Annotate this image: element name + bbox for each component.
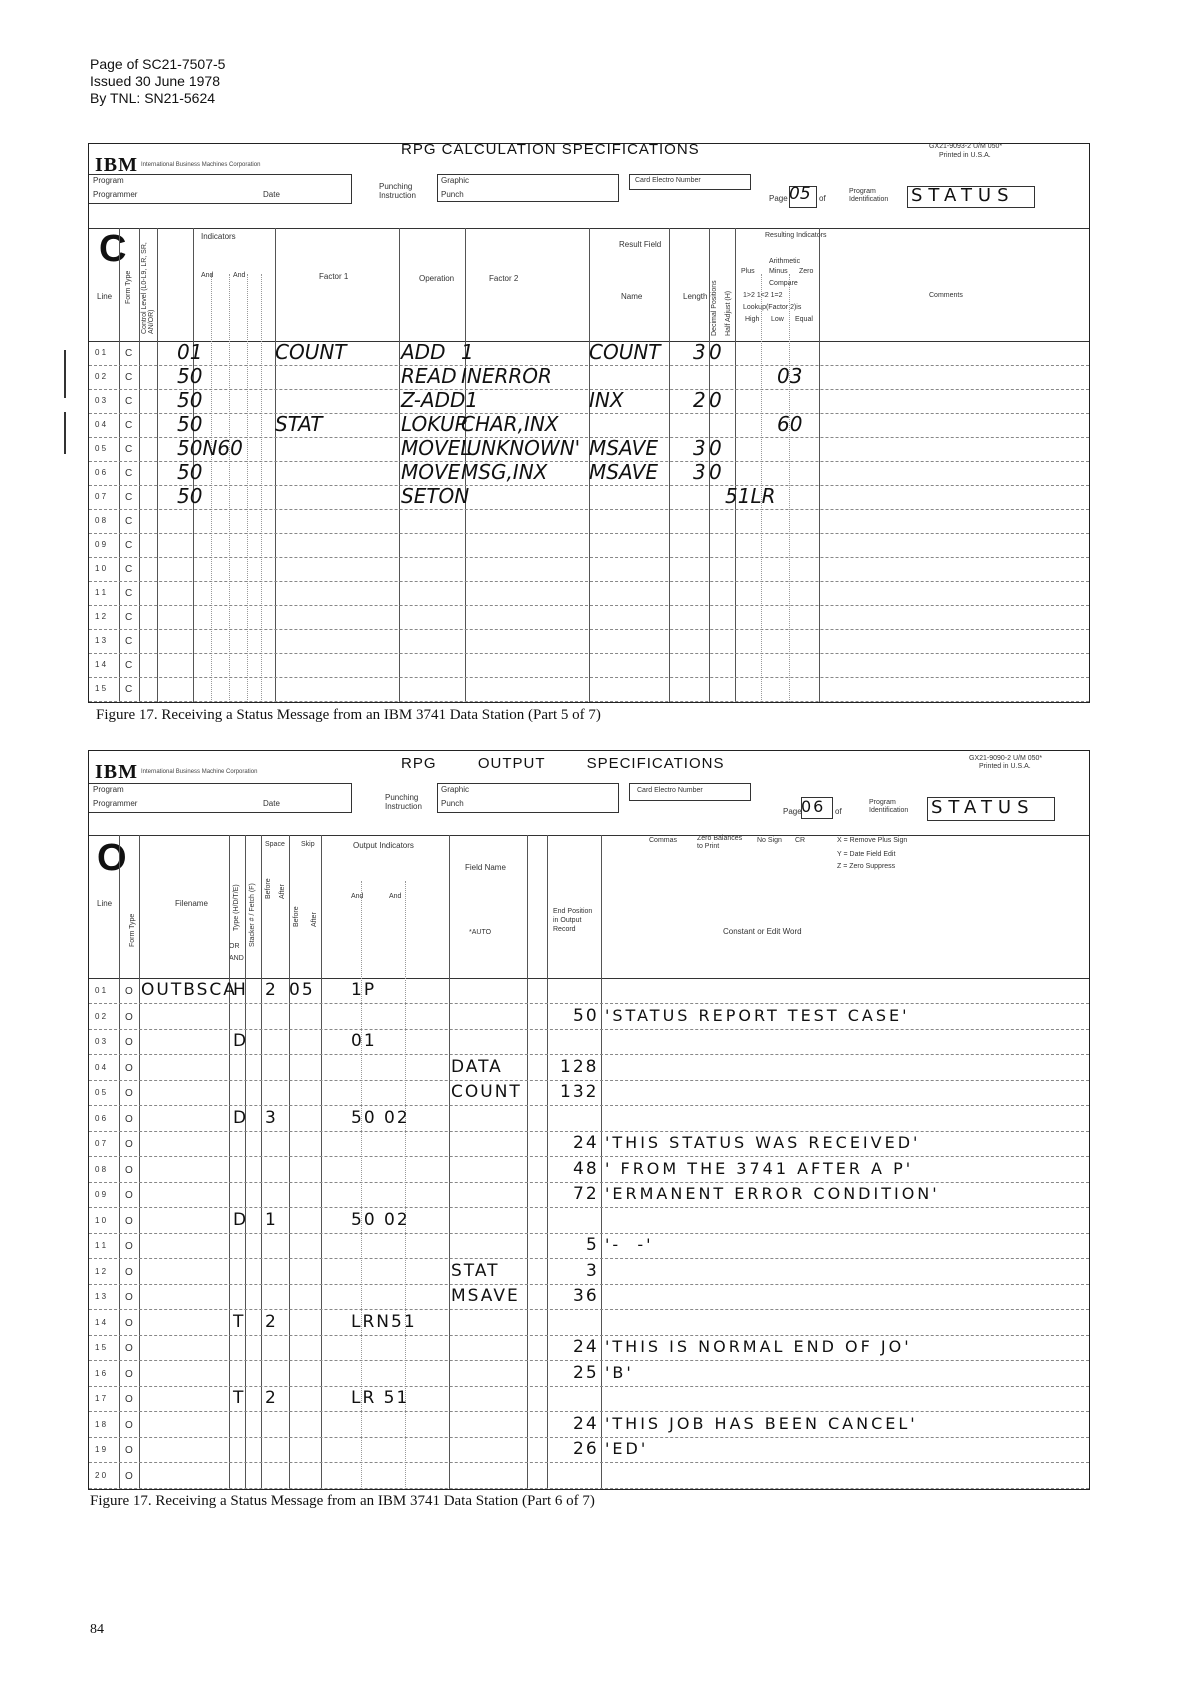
line-number: 1 4 xyxy=(95,1318,107,1327)
header-line-3: By TNL: SN21-5624 xyxy=(90,90,216,106)
form-type: O xyxy=(125,1445,133,1456)
calc-factor2: MSG,INX xyxy=(461,460,548,484)
row-divider xyxy=(89,1360,1089,1361)
line-number: 0 5 xyxy=(95,1088,107,1097)
line-number: 1 5 xyxy=(95,684,107,693)
row-divider xyxy=(89,1411,1089,1412)
graphic-label: Graphic xyxy=(441,785,470,794)
form-type: O xyxy=(125,1190,133,1201)
col-control-level: Control Level (L0-L9, LR, SR, AN/OR) xyxy=(141,242,155,334)
col-lookup: Lookup(Factor 2)is xyxy=(743,304,802,311)
calc-decimal: 0 xyxy=(709,388,722,412)
out-constant: 'THIS IS NORMAL END OF JO' xyxy=(605,1337,912,1356)
calc-indicator: 50 xyxy=(177,364,203,388)
line-number: 0 2 xyxy=(95,372,107,381)
calc-indicator: 50 xyxy=(177,412,203,436)
line-number: 1 8 xyxy=(95,1420,107,1429)
out-end-position: 25 xyxy=(573,1363,599,1383)
form-type: C xyxy=(125,444,133,455)
row-divider xyxy=(89,677,1089,678)
out-end-position: 5 xyxy=(586,1235,599,1255)
date-label: Date xyxy=(263,799,280,808)
form-type: C xyxy=(125,564,133,575)
line-number: 1 3 xyxy=(95,636,107,645)
ibm-logo-subtitle: International Business Machine Corporation xyxy=(141,769,258,775)
row-divider xyxy=(89,1233,1089,1234)
program-label: Program xyxy=(93,785,124,794)
col-and-2: And xyxy=(233,272,246,279)
program-id: STATUS xyxy=(931,797,1035,818)
line-number: 0 6 xyxy=(95,468,107,477)
line-number: 1 0 xyxy=(95,1216,107,1225)
col-z-legend: Z = Zero Suppress xyxy=(837,863,896,870)
form-type: O xyxy=(125,1241,133,1252)
out-end-position: 132 xyxy=(560,1082,599,1102)
out-field-name: COUNT xyxy=(451,1082,522,1102)
form-type: C xyxy=(125,684,133,695)
out-end-position: 3 xyxy=(586,1261,599,1281)
calc-operation: MOVE xyxy=(401,460,461,484)
line-number: 0 5 xyxy=(95,444,107,453)
out-type: H xyxy=(233,980,248,1000)
col-after-skip: After xyxy=(311,912,318,927)
col-name: Name xyxy=(621,292,643,301)
date-label: Date xyxy=(263,190,280,199)
form-type: O xyxy=(125,1165,133,1176)
row-divider xyxy=(89,701,1089,702)
col-and-1: And xyxy=(201,272,214,279)
col-commas: Commas xyxy=(649,837,678,844)
out-indicators: LR 51 xyxy=(351,1388,410,1408)
row-divider xyxy=(89,1105,1089,1106)
out-field-name: STAT xyxy=(451,1261,500,1281)
line-number: 1 7 xyxy=(95,1394,107,1403)
line-number: 0 2 xyxy=(95,1012,107,1021)
line-number: 1 4 xyxy=(95,660,107,669)
calc-indicator: 50N60 xyxy=(177,436,243,460)
form-type: C xyxy=(125,612,133,623)
form-type: C xyxy=(125,420,133,431)
col-output-indicators: Output Indicators xyxy=(353,841,414,850)
calc-decimal: 0 xyxy=(709,460,722,484)
change-bar xyxy=(64,350,66,398)
form-type: O xyxy=(125,1394,133,1405)
form-type: O xyxy=(125,1420,133,1431)
form-type: O xyxy=(125,1114,133,1125)
programmer-label: Programmer xyxy=(93,190,138,199)
out-space: 2 xyxy=(265,980,278,1000)
out-space: 3 xyxy=(265,1108,278,1128)
out-type: D xyxy=(233,1210,249,1230)
out-indicators: LRN51 xyxy=(351,1312,417,1332)
form-type: O xyxy=(125,1088,133,1099)
row-divider xyxy=(89,1309,1089,1310)
calc-operation: ADD xyxy=(401,340,446,364)
program-id-label: Program Identification xyxy=(849,188,889,203)
col-minus: Minus xyxy=(769,268,788,275)
row-divider xyxy=(89,1003,1089,1004)
line-number: 1 2 xyxy=(95,612,107,621)
form-type: O xyxy=(125,1063,133,1074)
form-type: O xyxy=(125,1139,133,1150)
col-comments: Comments xyxy=(929,292,963,299)
ibm-logo-subtitle: International Business Machines Corporation xyxy=(141,162,261,168)
line-number: 1 0 xyxy=(95,564,107,573)
line-number: 1 6 xyxy=(95,1369,107,1378)
row-divider xyxy=(89,365,1089,366)
col-auto: *AUTO xyxy=(469,929,492,936)
col-and-2: And xyxy=(389,893,402,900)
change-bar xyxy=(64,412,66,454)
form-type: C xyxy=(125,372,133,383)
program-box xyxy=(89,783,352,813)
line-number: 0 9 xyxy=(95,540,107,549)
calc-length: 3 xyxy=(693,436,706,460)
or-label: OR xyxy=(229,943,240,950)
col-zero: Zero xyxy=(799,268,814,275)
col-filename: Filename xyxy=(175,899,208,908)
out-end-position: 24 xyxy=(573,1133,599,1153)
form-type: O xyxy=(125,1012,133,1023)
row-divider xyxy=(89,533,1089,534)
header-line-2: Issued 30 June 1978 xyxy=(90,73,220,89)
col-high: High xyxy=(745,316,760,323)
page-value: 05 xyxy=(789,184,811,204)
col-before-space: Before xyxy=(265,878,272,899)
row-divider xyxy=(89,629,1089,630)
col-decimal-positions: Decimal Positions xyxy=(711,280,718,336)
row-divider xyxy=(89,1258,1089,1259)
calc-indicator: 50 xyxy=(177,388,203,412)
out-constant: 'ERMANENT ERROR CONDITION' xyxy=(605,1184,940,1203)
col-half-adjust: Half Adjust (H) xyxy=(725,290,732,336)
row-divider xyxy=(89,1207,1089,1208)
row-divider xyxy=(89,1054,1089,1055)
line-number: 2 0 xyxy=(95,1471,107,1480)
graphic-label: Graphic xyxy=(441,176,470,185)
out-end-position: 72 xyxy=(573,1184,599,1204)
form-type: O xyxy=(125,1216,133,1227)
col-constant-edit-word: Constant or Edit Word xyxy=(723,927,802,936)
out-constant: ' FROM THE 3741 AFTER A P' xyxy=(605,1159,914,1178)
col-cr: CR xyxy=(795,837,806,844)
out-constant: 'B' xyxy=(605,1363,634,1382)
calc-indicator: 50 xyxy=(177,460,203,484)
col-result-field: Result Field xyxy=(619,240,662,249)
card-electro-label: Card Electro Number xyxy=(637,787,703,794)
out-constant: 'THIS JOB HAS BEEN CANCEL' xyxy=(605,1414,918,1433)
form-number: GX21-9090-2 U/M 050* xyxy=(969,755,1043,762)
page-header xyxy=(90,56,225,107)
row-divider xyxy=(89,1080,1089,1081)
line-number: 0 1 xyxy=(95,986,107,995)
line-number: 1 2 xyxy=(95,1267,107,1276)
col-x-legend: X = Remove Plus Sign xyxy=(837,837,908,844)
col-after-space: After xyxy=(279,884,286,899)
of-label: of xyxy=(819,194,826,203)
row-divider xyxy=(89,1488,1089,1489)
calc-length: 3 xyxy=(693,460,706,484)
punch-label: Punch xyxy=(441,190,464,199)
calc-result-name: INX xyxy=(589,388,624,412)
line-number: 1 1 xyxy=(95,588,107,597)
form-type: O xyxy=(125,1471,133,1482)
out-type: T xyxy=(233,1312,246,1332)
out-end-position: 36 xyxy=(573,1286,599,1306)
row-divider xyxy=(89,1462,1089,1463)
header-line-1: Page of SC21-7507-5 xyxy=(90,56,226,72)
line-number: 0 9 xyxy=(95,1190,107,1199)
calc-factor2: CHAR,INX xyxy=(461,412,559,436)
out-indicators: 50 02 xyxy=(351,1108,410,1128)
form-title: RPG OUTPUT SPECIFICATIONS xyxy=(401,755,725,772)
out-constant: 'ED' xyxy=(605,1439,649,1458)
col-length: Length xyxy=(683,292,708,301)
form-type: C xyxy=(125,348,133,359)
form-printed: Printed in U.S.A. xyxy=(939,152,991,159)
out-end-position: 24 xyxy=(573,1337,599,1357)
row-divider xyxy=(89,1182,1089,1183)
out-field-name: MSAVE xyxy=(451,1286,520,1306)
row-divider xyxy=(89,581,1089,582)
col-equal: Equal xyxy=(795,316,813,323)
line-number: 0 7 xyxy=(95,492,107,501)
calc-result-name: MSAVE xyxy=(589,436,658,460)
form-type: C xyxy=(125,588,133,599)
calc-decimal: 0 xyxy=(709,436,722,460)
col-indicators: Indicators xyxy=(201,232,236,241)
calc-length: 3 xyxy=(693,340,706,364)
calc-operation: READ xyxy=(401,364,457,388)
out-end-position: 24 xyxy=(573,1414,599,1434)
row-divider xyxy=(89,485,1089,486)
form-type: O xyxy=(125,1292,133,1303)
row-divider xyxy=(89,1386,1089,1387)
page-value: 06 xyxy=(801,797,826,816)
col-compare: Compare xyxy=(769,280,798,287)
page-label: Page xyxy=(783,807,802,816)
line-number: 0 8 xyxy=(95,1165,107,1174)
col-resulting-indicators: Resulting Indicators xyxy=(765,232,827,239)
punch-label: Punch xyxy=(441,799,464,808)
program-box xyxy=(89,174,352,204)
row-divider xyxy=(89,653,1089,654)
punching-instruction-label: Punching Instruction xyxy=(379,182,416,200)
out-filename: OUTBSCA xyxy=(141,980,237,1000)
out-indicators: 01 xyxy=(351,1031,377,1051)
col-y-legend: Y = Date Field Edit xyxy=(837,851,896,858)
row-divider xyxy=(89,1131,1089,1132)
out-skip: 05 xyxy=(289,980,315,1000)
line-number: 1 9 xyxy=(95,1445,107,1454)
spec-letter: O xyxy=(97,837,127,879)
row-divider xyxy=(89,605,1089,606)
form-title: RPG CALCULATION SPECIFICATIONS xyxy=(401,141,700,158)
line-number: 1 5 xyxy=(95,1343,107,1352)
form-type: C xyxy=(125,516,133,527)
calc-operation: Z-ADD1 xyxy=(401,388,479,412)
ibm-logo: IBM xyxy=(95,761,138,783)
form-type: O xyxy=(125,1267,133,1278)
col-form-type: Form Type xyxy=(125,270,132,304)
col-end-position: End Position in Output Record xyxy=(553,908,593,933)
form-type: C xyxy=(125,636,133,647)
out-space: 2 xyxy=(265,1388,278,1408)
calc-resulting-indicator: 60 xyxy=(777,412,803,436)
row-divider xyxy=(89,1335,1089,1336)
page-number: 84 xyxy=(90,1622,104,1637)
form-printed: Printed in U.S.A. xyxy=(979,763,1031,770)
col-line: Line xyxy=(97,899,113,908)
program-label: Program xyxy=(93,176,124,185)
line-number: 0 6 xyxy=(95,1114,107,1123)
form-type: C xyxy=(125,660,133,671)
page-label: Page xyxy=(769,194,788,203)
line-number: 0 8 xyxy=(95,516,107,525)
calc-factor2: 'UNKNOWN' xyxy=(461,436,581,460)
row-divider xyxy=(89,1156,1089,1157)
punching-instruction-label: Punching Instruction xyxy=(385,793,422,811)
calc-indicator: 50 xyxy=(177,484,203,508)
col-space: Space xyxy=(265,841,285,848)
col-type: Type (H/D/T/E) xyxy=(233,884,240,931)
line-number: 0 4 xyxy=(95,420,107,429)
out-type: D xyxy=(233,1108,249,1128)
figure-caption-part5: Figure 17. Receiving a Status Message from an IBM 3741 Data Station (Part 5 of 7) xyxy=(96,707,601,723)
figure-caption-part6: Figure 17. Receiving a Status Message from an IBM 3741 Data Station (Part 6 of 7) xyxy=(90,1493,595,1509)
row-divider xyxy=(89,1284,1089,1285)
col-before-skip: Before xyxy=(293,906,300,927)
out-field-name: DATA xyxy=(451,1057,503,1077)
line-number: 1 1 xyxy=(95,1241,107,1250)
output-specifications-form xyxy=(88,750,1090,1490)
out-type: T xyxy=(233,1388,246,1408)
out-end-position: 26 xyxy=(573,1439,599,1459)
col-field-name: Field Name xyxy=(465,863,506,872)
of-label: of xyxy=(835,807,842,816)
col-skip: Skip xyxy=(301,841,315,848)
out-indicators: 50 02 xyxy=(351,1210,410,1230)
program-id-label: Program Identification xyxy=(869,799,909,814)
programmer-label: Programmer xyxy=(93,799,138,808)
col-line: Line xyxy=(97,292,113,301)
calc-result-name: COUNT xyxy=(589,340,661,364)
form-number: GX21-9093-2 U/M 050* xyxy=(929,143,1003,150)
out-type: D xyxy=(233,1031,249,1051)
form-type: C xyxy=(125,396,133,407)
col-compare-values: 1>2 1<2 1=2 xyxy=(743,292,783,299)
out-space: 2 xyxy=(265,1312,278,1332)
calc-factor2: 1 xyxy=(461,340,474,364)
out-end-position: 50 xyxy=(573,1006,599,1026)
col-plus: Plus xyxy=(741,268,755,275)
row-divider xyxy=(89,509,1089,510)
line-number: 0 1 xyxy=(95,348,107,357)
form-type: C xyxy=(125,468,133,479)
line-number: 0 3 xyxy=(95,1037,107,1046)
col-and-1: And xyxy=(351,893,364,900)
calc-resulting-indicator: 03 xyxy=(777,364,803,388)
out-end-position: 128 xyxy=(560,1057,599,1077)
form-type: O xyxy=(125,1343,133,1354)
calc-factor1: COUNT xyxy=(275,340,347,364)
calc-operation: LOKUP xyxy=(401,412,467,436)
form-type: O xyxy=(125,986,133,997)
form-type: O xyxy=(125,1037,133,1048)
out-constant: '- -' xyxy=(605,1235,654,1254)
col-operation: Operation xyxy=(419,274,455,283)
form-type: O xyxy=(125,1318,133,1329)
calc-length: 2 xyxy=(693,388,706,412)
calc-resulting-indicator: 51LR xyxy=(725,484,776,508)
calc-indicator: 01 xyxy=(177,340,203,364)
out-constant: 'THIS STATUS WAS RECEIVED' xyxy=(605,1133,921,1152)
col-no-sign: No Sign xyxy=(757,837,782,844)
col-factor2: Factor 2 xyxy=(489,274,519,283)
spec-letter: C xyxy=(99,228,127,270)
calculation-specifications-form xyxy=(88,143,1090,703)
col-factor1: Factor 1 xyxy=(319,272,349,281)
col-form-type: Form Type xyxy=(129,913,136,947)
calc-result-name: MSAVE xyxy=(589,460,658,484)
form-type: C xyxy=(125,492,133,503)
calc-factor1: STAT xyxy=(275,412,323,436)
col-arithmetic: Arithmetic xyxy=(769,258,801,265)
ibm-logo: IBM xyxy=(95,154,138,176)
col-low: Low xyxy=(771,316,784,323)
line-number: 0 3 xyxy=(95,396,107,405)
line-number: 1 3 xyxy=(95,1292,107,1301)
col-stacker: Stacker # / Fetch (F) xyxy=(249,883,256,947)
form-type: C xyxy=(125,540,133,551)
row-divider xyxy=(89,1029,1089,1030)
out-end-position: 48 xyxy=(573,1159,599,1179)
row-divider xyxy=(89,557,1089,558)
program-id: STATUS xyxy=(911,185,1015,206)
out-constant: 'STATUS REPORT TEST CASE' xyxy=(605,1006,910,1025)
and-label: AND xyxy=(229,955,244,962)
calc-decimal: 0 xyxy=(709,340,722,364)
out-space: 1 xyxy=(265,1210,278,1230)
col-zero-balances: Zero Balances to Print xyxy=(697,835,743,850)
row-divider xyxy=(89,1437,1089,1438)
line-number: 0 4 xyxy=(95,1063,107,1072)
card-electro-label: Card Electro Number xyxy=(635,177,701,184)
calc-operation: SETON xyxy=(401,484,470,508)
calc-factor2: INERROR xyxy=(461,364,552,388)
line-number: 0 7 xyxy=(95,1139,107,1148)
row-divider xyxy=(89,413,1089,414)
form-type: O xyxy=(125,1369,133,1380)
calc-operation: MOVEL xyxy=(401,436,472,460)
out-indicators: 1P xyxy=(351,980,377,1000)
